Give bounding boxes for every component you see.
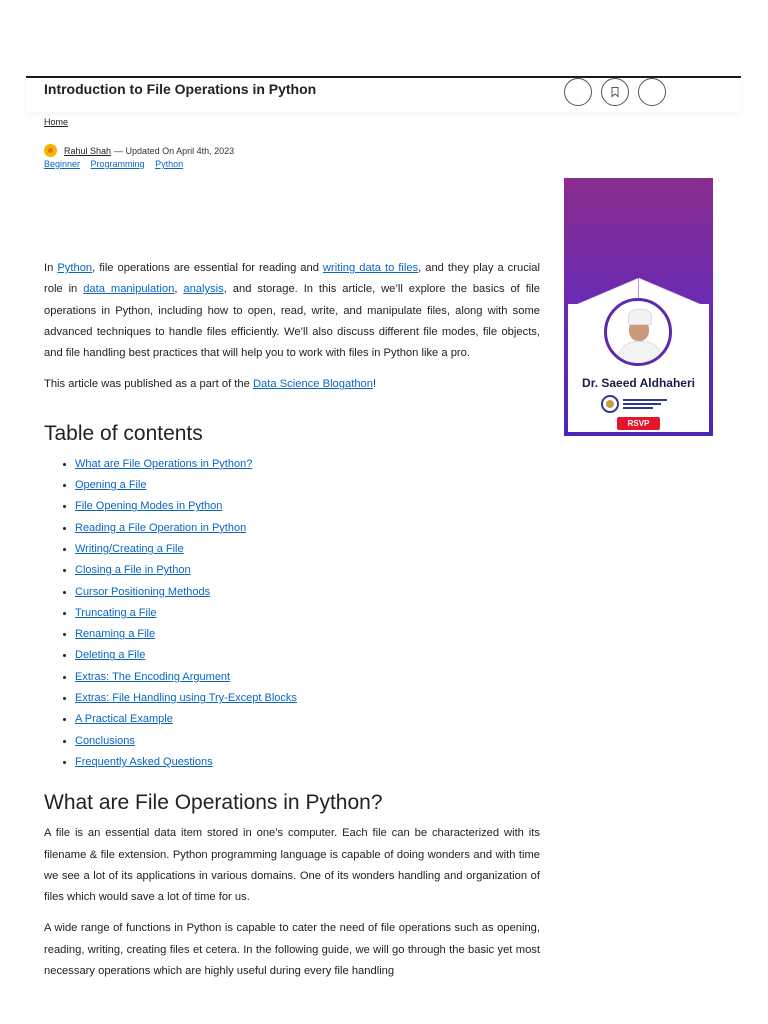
toc-item — [75, 709, 540, 730]
blogathon-link[interactable]: Data Science Blogathon — [252, 378, 373, 391]
toc-item — [75, 688, 540, 709]
toc-link[interactable]: Reading a File Operation in Python — [75, 521, 247, 534]
text-run: , and storage. In this article, we’ll explore the basics of file operations in Python, including how to open, read, write, and manipulate files, along with some advanced techniques to handle files efficiently. We’ll also discuss different file modes, file objects, and file handling best practices that will help you to work with files in Python like a pro. — [44, 283, 540, 360]
text-run: , and they play a crucial role in — [44, 262, 540, 296]
more-icon — [646, 86, 658, 98]
rsvp-button[interactable]: RSVP — [617, 417, 660, 430]
toc-link[interactable]: Renaming a File — [75, 628, 156, 641]
toc-item — [75, 539, 540, 560]
python-link[interactable]: Python — [57, 262, 93, 274]
section-paragraph: A wide range of functions in Python is capable to cater the need of file operations such as opening, reading, writing, creating files et cetera. In the following guide, we will go through the basic yet most necessary operations which are highly useful during every file handling — [44, 922, 540, 978]
toc-heading: Table of contents — [44, 421, 203, 445]
section-paragraph: A file is an essential data item stored in one’s computer. Each file can be characterized with its filename & file extension. Python programming language is capable of doing wonders and with time we see a lot of its applications in various domains. One of its wonders handling and organization of files which would save a lot of time for us. — [44, 827, 540, 904]
writing-data-link[interactable]: writing data to files — [322, 262, 419, 274]
breadcrumb-home-link[interactable]: Home — [44, 117, 69, 127]
author-link[interactable]: Rahul Shah — [64, 145, 112, 156]
toc-item — [75, 645, 540, 666]
toc-link[interactable]: Cursor Positioning Methods — [75, 585, 211, 598]
toc-link[interactable]: Deleting a File — [75, 649, 146, 662]
toc-link[interactable]: Extras: The Encoding Argument — [75, 670, 231, 683]
toc-item — [75, 603, 540, 624]
toc-item — [75, 582, 540, 603]
intro-paragraph — [44, 258, 540, 364]
article-tags — [44, 159, 191, 169]
toc-link[interactable]: Closing a File in Python — [75, 564, 191, 577]
toc-list — [44, 454, 540, 773]
article-body — [44, 258, 540, 982]
text-run: ! — [373, 378, 377, 391]
toc-item — [75, 518, 540, 539]
updated-date: — Updated On April 4th, 2023 — [114, 145, 235, 156]
toc-item — [75, 496, 540, 517]
blogathon-paragraph — [44, 374, 540, 395]
toc-item — [75, 624, 540, 645]
section-heading: What are File Operations in Python? — [44, 791, 383, 815]
toc-item — [75, 475, 540, 496]
analysis-link[interactable]: analysis — [183, 283, 224, 296]
sticky-article-header — [26, 76, 741, 112]
sidebar-ad[interactable] — [564, 178, 713, 436]
text-run: This article was published as a part of the — [44, 378, 253, 391]
article-meta — [44, 144, 234, 157]
toc-link[interactable]: A Practical Example — [75, 713, 173, 726]
share-icon — [572, 86, 584, 98]
toc-link[interactable]: Extras: File Handling using Try-Except Blocks — [75, 692, 297, 705]
seal-icon — [601, 395, 619, 413]
share-button[interactable] — [564, 78, 592, 106]
text-run: In — [44, 262, 58, 274]
more-button[interactable] — [638, 78, 666, 106]
article-title: Introduction to File Operations in Python — [44, 81, 317, 97]
speaker-name: Dr. Saeed Aldhaheri — [582, 376, 695, 390]
photo-headwear — [628, 309, 652, 325]
logo-wordmark — [623, 399, 667, 409]
toc-item — [75, 454, 540, 475]
toc-link[interactable]: Opening a File — [75, 479, 147, 492]
toc-link[interactable]: File Opening Modes in Python — [75, 500, 223, 513]
author-avatar — [44, 144, 57, 157]
toc-link[interactable]: Conclusions — [75, 734, 135, 747]
tag-python[interactable]: Python — [155, 159, 184, 169]
toc-link[interactable]: Frequently Asked Questions — [75, 755, 213, 768]
text-run: , file operations are essential for reading and — [92, 262, 323, 274]
toc-link[interactable]: Writing/Creating a File — [75, 542, 184, 555]
toc-link[interactable]: Truncating a File — [75, 606, 157, 619]
tag-beginner[interactable]: Beginner — [44, 159, 81, 169]
photo-body — [617, 341, 663, 366]
speaker-photo — [604, 298, 672, 366]
text-run: , — [174, 283, 184, 296]
toc-item — [75, 560, 540, 581]
toc-item — [75, 667, 540, 688]
tag-programming[interactable]: Programming — [90, 159, 145, 169]
university-logo — [601, 394, 677, 414]
toc-item — [75, 752, 540, 773]
bookmark-icon — [609, 86, 621, 98]
breadcrumb — [44, 117, 68, 127]
data-manipulation-link[interactable]: data manipulation — [83, 283, 175, 296]
toc-item — [75, 731, 540, 752]
toc-link[interactable]: What are File Operations in Python? — [75, 457, 253, 470]
bookmark-button[interactable] — [601, 78, 629, 106]
